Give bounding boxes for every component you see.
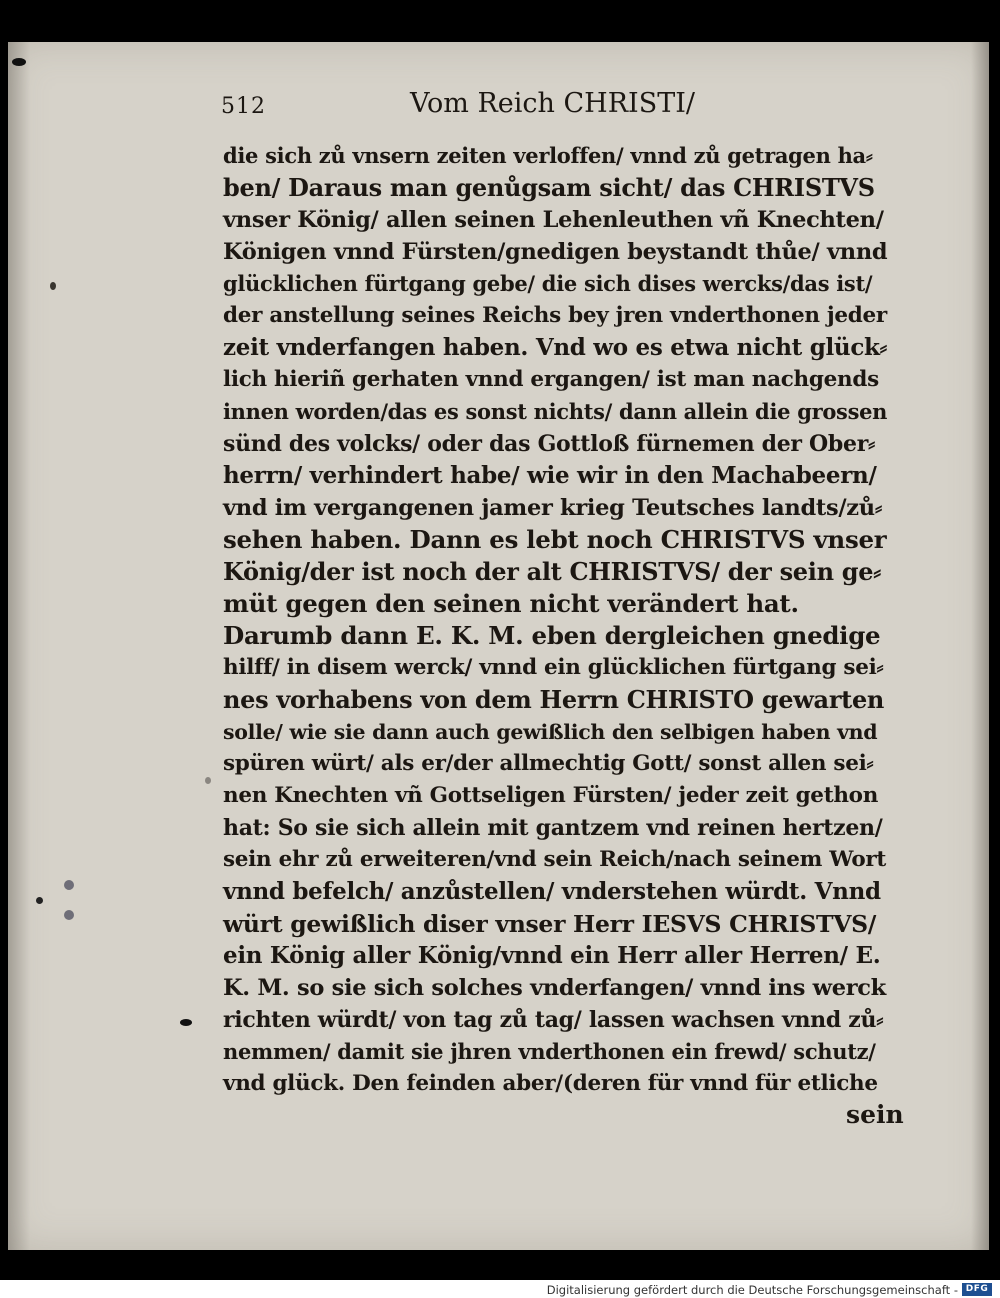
ink-speck <box>205 777 211 784</box>
ink-speck <box>50 282 56 290</box>
text-line: Darumb dann E. K. M. eben dergleichen gnedige <box>223 621 881 650</box>
text-line: König/der ist noch der alt CHRISTVS/ der sein ge⸗ <box>223 557 881 586</box>
text-line: ben/ Daraus man genůgsam sicht/ das CHRISTVS <box>223 173 875 202</box>
ink-speck <box>64 880 74 890</box>
ink-speck <box>36 897 43 904</box>
running-head: Vom Reich CHRISTI/ <box>410 88 695 119</box>
text-line: ein König aller König/vnnd ein Herr aller Herren/ E. <box>223 942 881 969</box>
text-line: vnd glück. Den feinden aber/(deren für vnnd für etliche <box>223 1071 878 1096</box>
page-gutter-shadow <box>8 42 30 1250</box>
text-line: K. M. so sie sich solches vnderfangen/ vnnd ins werck <box>223 975 886 1001</box>
text-line: vnser König/ allen seinen Lehenleuthen vñ Knechten/ <box>223 207 884 233</box>
text-line: sehen haben. Dann es lebt noch CHRISTVS vnser <box>223 525 887 554</box>
text-line: Königen vnnd Fürsten/gnedigen beystandt thůe/ vnnd <box>223 239 888 265</box>
text-line: nen Knechten vñ Gottseligen Fürsten/ jeder zeit gethon <box>223 783 879 808</box>
page-edge-shadow <box>971 42 989 1250</box>
page-number: 512 <box>221 94 266 119</box>
text-line: vnd im vergangenen jamer krieg Teutsches landts/zů⸗ <box>223 495 883 521</box>
ink-speck <box>64 910 74 920</box>
text-line: nes vorhabens von dem Herrn CHRISTO gewarten <box>223 685 885 714</box>
text-line: herrn/ verhindert habe/ wie wir in den Machabeern/ <box>223 462 877 489</box>
text-line: glücklichen fürtgang gebe/ die sich dises wercks/das ist/ <box>223 271 873 296</box>
ink-speck <box>12 58 26 66</box>
ink-speck <box>180 1019 192 1026</box>
funding-credit: Digitalisierung gefördert durch die Deutsche Forschungsgemeinschaft - <box>546 1283 958 1297</box>
text-line: vnnd befelch/ anzůstellen/ vnderstehen würdt. Vnnd <box>223 878 881 905</box>
text-line: sein ehr zů erweiteren/vnd sein Reich/nach seinem Wort <box>223 847 887 872</box>
catchword: sein <box>846 1100 904 1129</box>
text-line: zeit vnderfangen haben. Vnd wo es etwa nicht glück⸗ <box>223 334 888 361</box>
text-line: solle/ wie sie dann auch gewißlich den selbigen haben vnd <box>223 720 878 744</box>
text-line: die sich zů vnsern zeiten verloffen/ vnnd zů getragen ha⸗ <box>223 143 873 168</box>
text-line: sünd des volcks/ oder das Gottloß fürnemen der Ober⸗ <box>223 431 876 457</box>
text-line: lich hieriñ gerhaten vnnd ergangen/ ist man nachgends <box>223 367 879 392</box>
text-line: hat: So sie sich allein mit gantzem vnd reinen hertzen/ <box>223 815 883 841</box>
text-line: würt gewißlich diser vnser Herr IESVS CHRISTVS/ <box>223 910 877 938</box>
text-line: hilff/ in disem werck/ vnnd ein glücklichen fürtgang sei⸗ <box>223 655 884 680</box>
text-line: müt gegen den seinen nicht verändert hat. <box>223 589 799 618</box>
text-line: nemmen/ damit sie jhren vnderthonen ein frewd/ schutz/ <box>223 1039 876 1064</box>
dfg-logo: DFG <box>962 1283 992 1296</box>
text-line: richten würdt/ von tag zů tag/ lassen wachsen vnnd zů⸗ <box>223 1007 884 1033</box>
text-line: der anstellung seines Reichs bey jren vnderthonen jeder <box>223 303 887 328</box>
text-line: spüren würt/ als er/der allmechtig Gott/ sonst allen sei⸗ <box>223 751 874 776</box>
text-line: innen worden/das es sonst nichts/ dann allein die grossen <box>223 399 888 424</box>
